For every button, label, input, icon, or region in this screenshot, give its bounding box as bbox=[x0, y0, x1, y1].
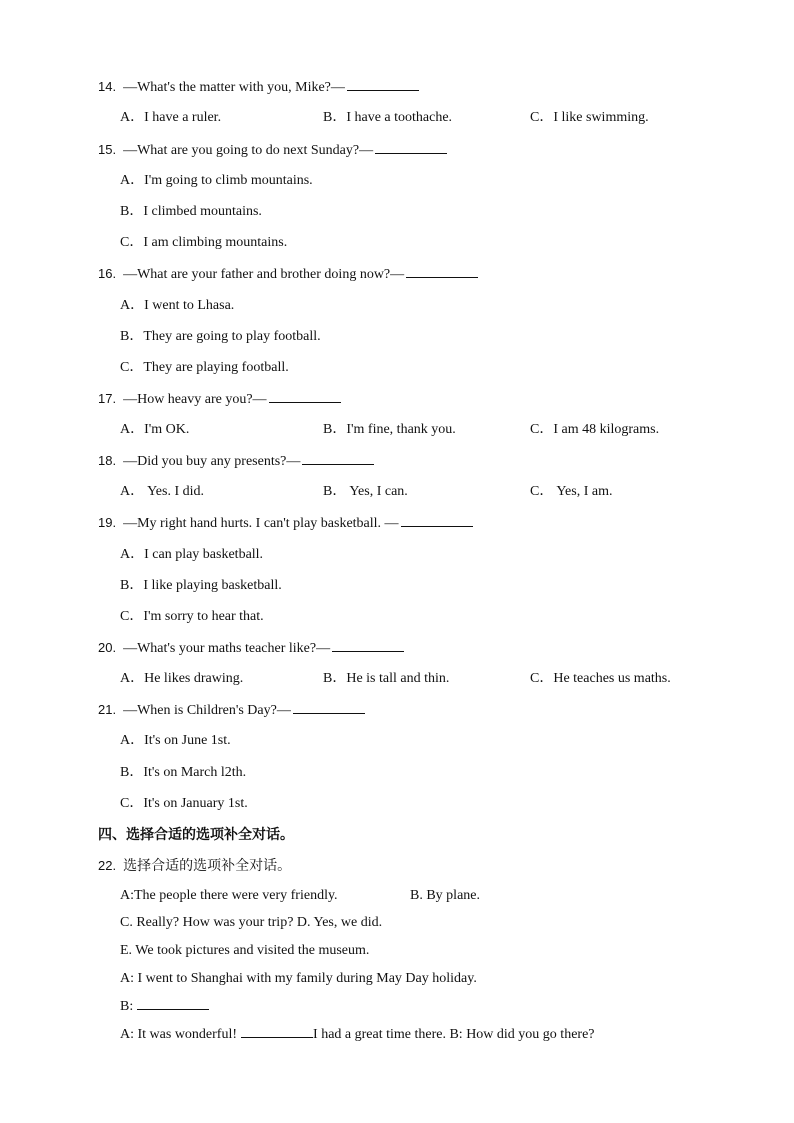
option-b: B．They are going to play football. bbox=[120, 329, 321, 344]
dialogue-text: A: It was wonderful! bbox=[120, 1027, 238, 1042]
option-b: B．He is tall and thin. bbox=[323, 671, 450, 686]
option-b: B．I'm fine, thank you. bbox=[323, 422, 456, 437]
question-number: 20. bbox=[98, 640, 117, 655]
question-19-stem bbox=[98, 514, 473, 533]
option-c: C． Yes, I am. bbox=[530, 484, 613, 499]
question-22-stem bbox=[98, 857, 291, 876]
option-e: E. We took pictures and visited the museum. bbox=[120, 943, 370, 958]
option-a: A．I'm OK. bbox=[120, 422, 190, 437]
option-c-d: C. Really? How was your trip? D. Yes, we did. bbox=[120, 915, 383, 930]
question-16-stem bbox=[98, 265, 478, 284]
option-a: A:The people there were very friendly. bbox=[120, 888, 338, 903]
question-text: —Did you buy any presents?— bbox=[123, 454, 301, 469]
answer-blank[interactable] bbox=[347, 78, 419, 91]
question-20-stem bbox=[98, 639, 404, 658]
question-text: —My right hand hurts. I can't play basketball. — bbox=[123, 516, 399, 531]
question-number: 14. bbox=[98, 79, 117, 94]
option-a: A．I went to Lhasa. bbox=[120, 298, 235, 313]
question-text: —How heavy are you?— bbox=[123, 392, 267, 407]
question-text: —What's the matter with you, Mike?— bbox=[123, 80, 345, 95]
dialogue-line-1: A: I went to Shanghai with my family during May Day holiday. bbox=[120, 971, 477, 986]
question-text: —What are your father and brother doing now?— bbox=[123, 267, 405, 282]
option-c: C．He teaches us maths. bbox=[530, 671, 671, 686]
question-17-stem bbox=[98, 390, 341, 409]
answer-blank[interactable] bbox=[332, 639, 404, 652]
option-b: B. By plane. bbox=[410, 888, 480, 903]
dialogue-line-2 bbox=[120, 997, 209, 1016]
answer-blank[interactable] bbox=[269, 390, 341, 403]
option-a: A．He likes drawing. bbox=[120, 671, 244, 686]
option-c: C．They are playing football. bbox=[120, 360, 289, 375]
option-b: B．I like playing basketball. bbox=[120, 578, 282, 593]
question-number: 17. bbox=[98, 391, 117, 406]
question-number: 15. bbox=[98, 142, 117, 157]
question-text: 选择合适的选项补全对话。 bbox=[123, 858, 292, 874]
section-heading: 四、选择合适的选项补全对话。 bbox=[98, 827, 294, 843]
option-c: C．I like swimming. bbox=[530, 110, 649, 125]
question-text: —What are you going to do next Sunday?— bbox=[123, 143, 374, 158]
answer-blank[interactable] bbox=[406, 265, 478, 278]
option-a: A．I can play basketball. bbox=[120, 547, 264, 562]
option-c: C．I am climbing mountains. bbox=[120, 235, 288, 250]
dialogue-text: I had a great time there. B: How did you go there? bbox=[313, 1027, 595, 1042]
option-a: A．I have a ruler. bbox=[120, 110, 222, 125]
option-b: B． Yes, I can. bbox=[323, 484, 408, 499]
question-15-stem bbox=[98, 141, 447, 160]
option-c: C．I'm sorry to hear that. bbox=[120, 609, 264, 624]
option-b: B．It's on March l2th. bbox=[120, 765, 247, 780]
option-c: C．It's on January 1st. bbox=[120, 796, 248, 811]
option-b: B．I have a toothache. bbox=[323, 110, 453, 125]
question-21-stem bbox=[98, 701, 365, 720]
dialogue-line-3 bbox=[120, 1025, 595, 1044]
question-number: 19. bbox=[98, 515, 117, 530]
answer-blank[interactable] bbox=[375, 141, 447, 154]
answer-blank[interactable] bbox=[137, 997, 209, 1010]
question-text: —When is Children's Day?— bbox=[123, 703, 291, 718]
answer-blank[interactable] bbox=[293, 701, 365, 714]
speaker-label: B: bbox=[120, 999, 134, 1014]
answer-blank[interactable] bbox=[302, 452, 374, 465]
question-text: —What's your maths teacher like?— bbox=[123, 641, 331, 656]
answer-blank[interactable] bbox=[401, 514, 473, 527]
question-number: 16. bbox=[98, 266, 117, 281]
question-number: 21. bbox=[98, 702, 117, 717]
option-a: A．It's on June 1st. bbox=[120, 733, 231, 748]
option-a: A．I'm going to climb mountains. bbox=[120, 173, 313, 188]
option-a: A． Yes. I did. bbox=[120, 484, 205, 499]
question-14-stem bbox=[98, 78, 419, 97]
question-18-stem bbox=[98, 452, 374, 471]
question-number: 18. bbox=[98, 453, 117, 468]
option-c: C．I am 48 kilograms. bbox=[530, 422, 660, 437]
question-number: 22. bbox=[98, 858, 117, 873]
option-b: B．I climbed mountains. bbox=[120, 204, 262, 219]
answer-blank[interactable] bbox=[241, 1025, 313, 1038]
